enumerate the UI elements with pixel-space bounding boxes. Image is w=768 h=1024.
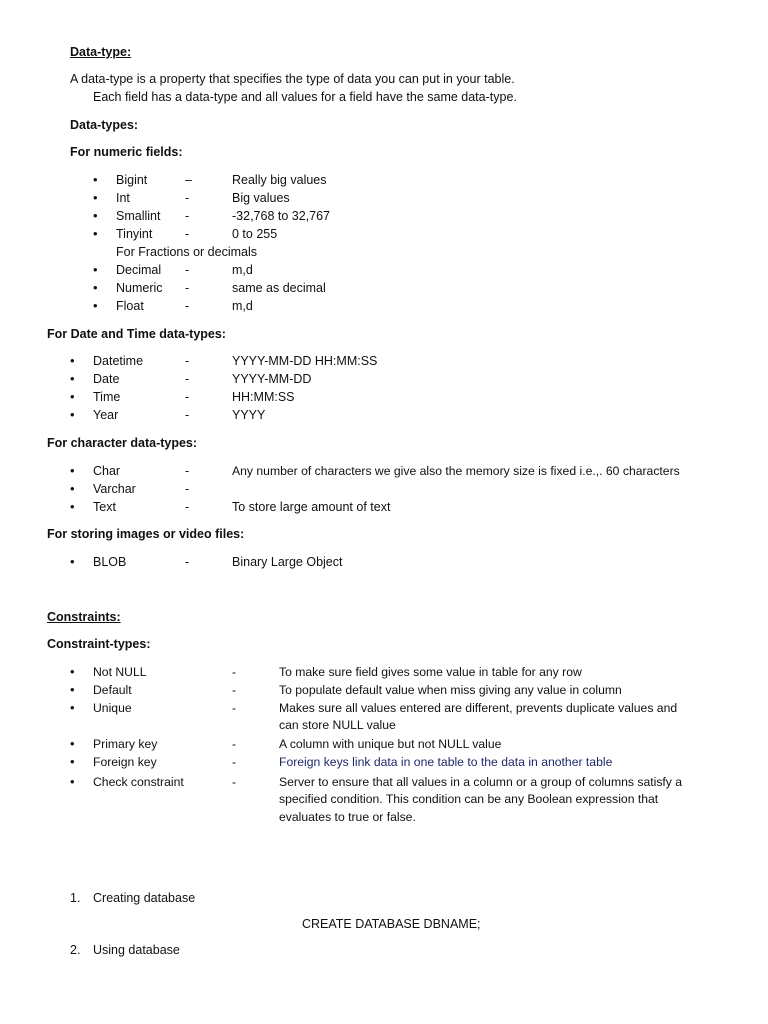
list-item-description: Foreign keys link data in one table to the data in another table (279, 755, 613, 769)
list-item-separator: - (185, 227, 190, 241)
list-item-separator: - (185, 500, 190, 514)
list-item-separator: - (185, 372, 190, 386)
list-item-description-cont: specified condition. This condition can be any Boolean expression that (279, 792, 659, 806)
list-item-description: HH:MM:SS (232, 390, 295, 404)
media-heading: For storing images or video files: (47, 527, 245, 541)
list-item-name: • Date (93, 371, 119, 387)
list-item-description: To store large amount of text (232, 500, 391, 514)
list-item-name: • Check constraint (93, 774, 184, 790)
list-item-separator: - (232, 775, 237, 789)
list-item-name: • Int (116, 190, 130, 206)
step-label: Using database (93, 943, 180, 957)
list-item-separator: - (185, 191, 190, 205)
list-item-description: To make sure field gives some value in table for any row (279, 665, 582, 679)
list-item-description: m,d (232, 299, 253, 313)
create-statement: CREATE DATABASE DBNAME; (302, 917, 481, 931)
list-item-name: • Bigint (116, 172, 147, 188)
list-item-separator: - (232, 683, 237, 697)
list-item-name: • Tinyint (116, 226, 152, 242)
numeric-heading: For numeric fields: (70, 145, 183, 159)
list-item-name: • Year (93, 407, 118, 423)
list-item-description: YYYY-MM-DD HH:MM:SS (232, 354, 378, 368)
list-item-description: m,d (232, 263, 253, 277)
list-item-separator: - (232, 701, 237, 715)
list-item-description: YYYY (232, 408, 266, 422)
list-item-separator: - (185, 482, 190, 496)
datatype-heading: Data-type: (70, 45, 132, 59)
list-item-name: • Decimal (116, 262, 161, 278)
datetime-heading: For Date and Time data-types: (47, 327, 226, 341)
list-item-separator: - (185, 263, 190, 277)
list-item-description: Any number of characters we give also the memory size is fixed i.e.,. 60 characters (232, 464, 680, 478)
constraint-types-heading: Constraint-types: (47, 637, 151, 651)
datatypes-heading: Data-types: (70, 118, 139, 132)
list-item-name: • BLOB (93, 554, 126, 570)
list-item-description: -32,768 to 32,767 (232, 209, 330, 223)
list-item-description: Really big values (232, 173, 327, 187)
list-item-separator: - (185, 299, 190, 313)
list-item-description: 0 to 255 (232, 227, 278, 241)
list-item-description: Binary Large Object (232, 555, 343, 569)
list-item-separator: - (232, 665, 237, 679)
list-item-separator: - (232, 737, 237, 751)
list-item-name: • Varchar (93, 481, 136, 497)
list-item-description: YYYY-MM-DD (232, 372, 312, 386)
list-item-separator: - (185, 354, 190, 368)
step-number: 2. (70, 943, 81, 957)
list-item-name: • Char (93, 463, 120, 479)
list-item-name: • Smallint (116, 208, 160, 224)
list-item-separator: - (185, 390, 190, 404)
constraints-heading: Constraints: (47, 610, 121, 624)
step-number: 1. (70, 891, 81, 905)
list-item-name: • Not NULL (93, 664, 147, 680)
list-item-separator: - (185, 209, 190, 223)
list-item-separator: - (185, 555, 190, 569)
character-heading: For character data-types: (47, 436, 198, 450)
list-item-name: • Time (93, 389, 120, 405)
list-item-description-cont: can store NULL value (279, 718, 396, 732)
list-item-name: • Default (93, 682, 132, 698)
intro-line-2: Each field has a data-type and all values for a field have the same data-type. (93, 90, 517, 104)
list-item-description: A column with unique but not NULL value (279, 737, 502, 751)
list-item-description: Server to ensure that all values in a column or a group of columns satisfy a (279, 775, 683, 789)
list-item-name: • Numeric (116, 280, 163, 296)
list-item-description: Big values (232, 191, 290, 205)
list-item-description: To populate default value when miss giving any value in column (279, 683, 622, 697)
list-item-separator: – (185, 173, 192, 187)
list-item-separator: - (185, 408, 190, 422)
list-item-description-cont: evaluates to true or false. (279, 810, 416, 824)
step-label: Creating database (93, 891, 196, 905)
list-item-separator: - (185, 281, 190, 295)
list-item-description: same as decimal (232, 281, 326, 295)
list-item-description: Makes sure all values entered are different, prevents duplicate values and (279, 701, 678, 715)
fractions-note: For Fractions or decimals (116, 245, 258, 259)
list-item-separator: - (232, 755, 237, 769)
list-item-name: • Text (93, 499, 116, 515)
list-item-name: • Primary key (93, 736, 157, 752)
list-item-name: • Foreign key (93, 754, 157, 770)
intro-line-1: A data-type is a property that specifies the type of data you can put in your table. (70, 72, 515, 86)
list-item-name: • Unique (93, 700, 132, 716)
list-item-name: • Datetime (93, 353, 143, 369)
list-item-name: • Float (116, 298, 144, 314)
list-item-separator: - (185, 464, 190, 478)
